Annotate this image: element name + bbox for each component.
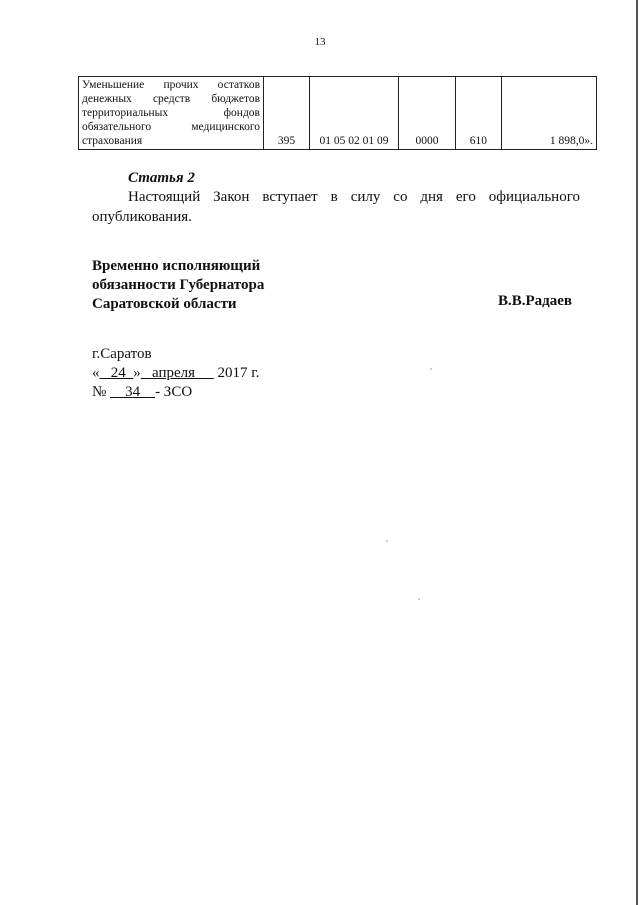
place-date-block	[92, 345, 260, 402]
month: апреля	[152, 365, 196, 381]
signature-line-1: Временно исполняющий	[92, 258, 261, 274]
budget-code-cell: 01 05 02 01 09	[310, 77, 399, 150]
scan-speck	[418, 598, 420, 600]
row-description: Уменьшение прочих остатков денежных средств бюджетов территориальных фондов обязательного медицинского страхования	[79, 77, 264, 150]
number-sign: №	[92, 384, 107, 400]
city: г.Саратов	[92, 346, 152, 362]
signature-line-2: обязанности Губернатора	[92, 277, 265, 293]
date-line	[92, 364, 260, 383]
table-row	[79, 77, 597, 150]
article-text: Настоящий Закон вступает в силу со дня его официального опубликования.	[92, 189, 580, 225]
year: 2017 г.	[217, 365, 260, 381]
budget-table	[78, 76, 597, 150]
admin-code-cell: 395	[264, 77, 310, 150]
close-quote: »	[133, 365, 141, 381]
signature-block	[92, 257, 264, 314]
kosgu-cell: 610	[455, 77, 501, 150]
day: 24	[110, 365, 126, 381]
scan-speck	[430, 368, 432, 370]
number-line	[92, 383, 260, 402]
article-title: Статья 2	[128, 170, 195, 186]
signature-line-3: Саратовской области	[92, 296, 237, 312]
subcode-cell: 0000	[399, 77, 456, 150]
scan-speck	[386, 540, 388, 542]
signer-name: В.В.Радаев	[498, 293, 573, 309]
page-number: 13	[314, 36, 326, 48]
scan-edge	[636, 0, 638, 905]
law-suffix: - ЗСО	[155, 384, 193, 400]
open-quote: «	[92, 365, 100, 381]
law-number: 34	[125, 384, 141, 400]
amount-cell: 1 898,0».	[501, 77, 596, 150]
